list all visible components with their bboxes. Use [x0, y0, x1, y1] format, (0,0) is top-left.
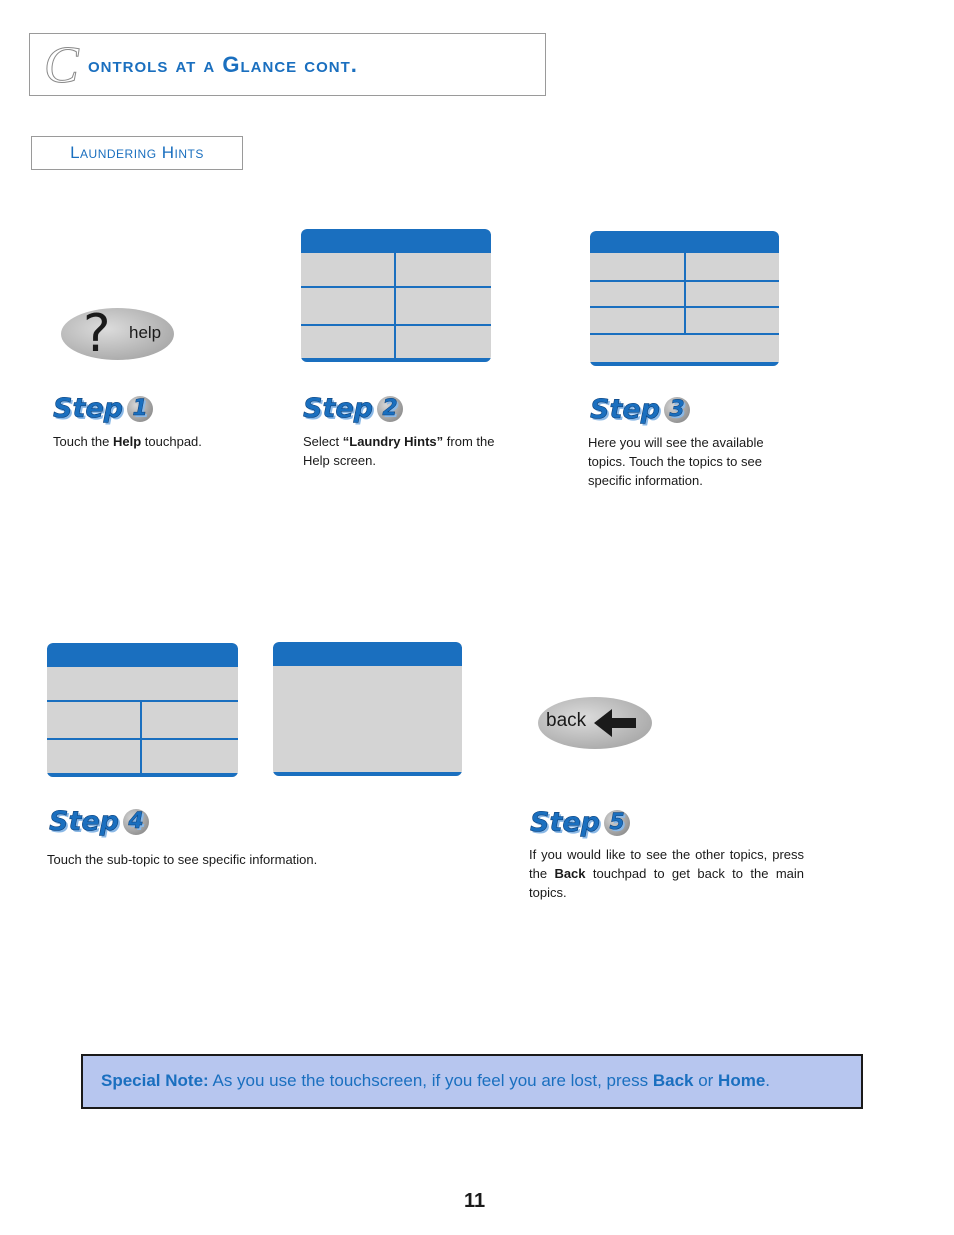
help-label: help [129, 323, 162, 342]
step-2-text: Select “Laundry Hints” from the Help screen. [303, 434, 495, 468]
step-5-number: 5 [604, 810, 630, 836]
step-5-heading: Step 5 [530, 807, 630, 839]
page-title-box [29, 33, 546, 96]
section-heading: Laundering Hints [70, 143, 204, 162]
help-screen-illustration [301, 229, 491, 362]
back-touchpad[interactable] [538, 697, 652, 749]
step-4-text: Touch the sub-topic to see specific information. [47, 852, 318, 867]
section-heading-box [31, 136, 243, 170]
special-note: Special Note: As you use the touchscreen, if you feel you are lost, press Back or Home. [81, 1054, 863, 1109]
title-initial: C [44, 37, 79, 94]
step-3-number: 3 [664, 397, 690, 423]
back-label: back [546, 710, 587, 731]
step-1-text: Touch the Help touchpad. [53, 434, 202, 449]
subtopics-screen-illustration [47, 643, 238, 777]
step-3-text: Here you will see the available topics. Touch the topics to see specific information. [588, 435, 764, 488]
step-1-number: 1 [127, 396, 153, 422]
special-note-label: Special Note: [101, 1071, 209, 1090]
page-title: ontrols at a Glance cont. [88, 52, 358, 77]
question-mark-icon: ? [83, 304, 111, 364]
step-4-heading: Step 4 [49, 806, 149, 838]
arrow-left-icon [592, 707, 638, 739]
step-5-text: If you would like to see the other topics, press the Back touchpad to get back to the main topics. [529, 847, 804, 900]
step-2-number: 2 [377, 396, 403, 422]
help-touchpad[interactable] [61, 304, 174, 364]
note-back: Back [652, 1071, 694, 1090]
info-screen-illustration [273, 642, 462, 776]
topics-screen-illustration [590, 231, 779, 366]
step-1-heading: Step 1 [53, 393, 153, 425]
step-4-number: 4 [123, 809, 149, 835]
step-2-heading: Step 2 [303, 393, 403, 425]
step-3-heading: Step 3 [590, 394, 690, 426]
page-number: 11 [464, 1190, 486, 1212]
note-home: Home [718, 1071, 766, 1090]
